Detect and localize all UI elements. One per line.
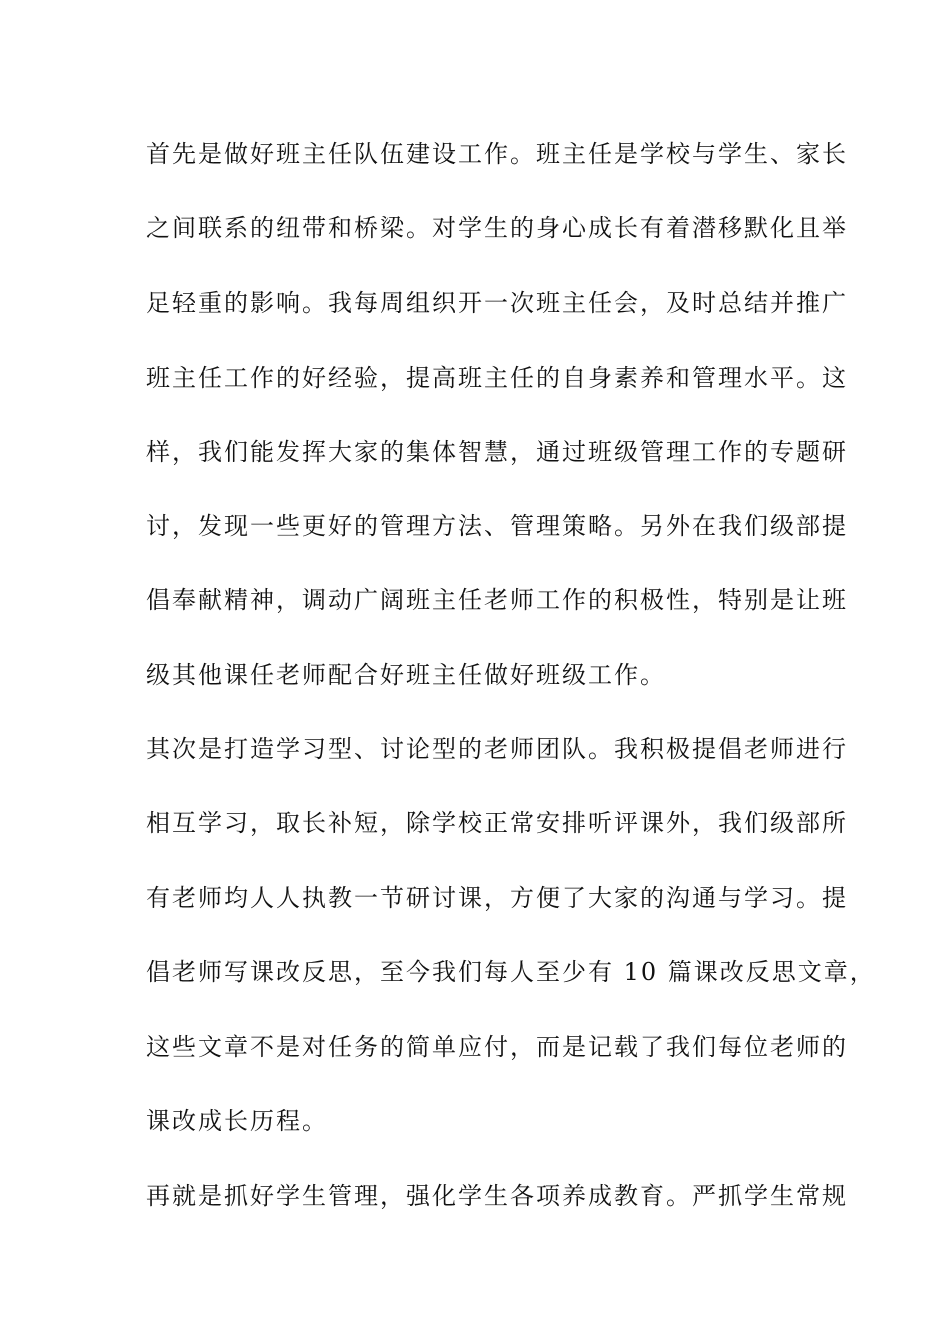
paragraph-1-line-7: 倡奉献精神，调动广阔班主任老师工作的积极性，特别是让班 [146,586,848,614]
paragraph-1-line-3: 足轻重的影响。我每周组织开一次班主任会，及时总结并推广 [146,289,848,317]
paragraph-3-line-1: 再就是抓好学生管理，强化学生各项养成教育。严抓学生常规 [146,1182,848,1210]
paragraph-1-line-2: 之间联系的纽带和桥梁。对学生的身心成长有着潜移默化且举 [146,214,848,242]
paragraph-1-line-6: 讨，发现一些更好的管理方法、管理策略。另外在我们级部提 [146,512,848,540]
paragraph-2-line-1: 其次是打造学习型、讨论型的老师团队。我积极提倡老师进行 [146,735,848,763]
paragraph-2-line-6: 课改成长历程。 [146,1107,328,1135]
paragraph-2-line-4: 倡老师写课改反思，至今我们每人至少有 10 篇课改反思文章， [146,958,876,986]
paragraph-2-line-5: 这些文章不是对任务的简单应付，而是记载了我们每位老师的 [146,1033,848,1061]
paragraph-2-line-2: 相互学习，取长补短，除学校正常安排听评课外，我们级部所 [146,809,848,837]
paragraph-2-line-3: 有老师均人人执教一节研讨课，方便了大家的沟通与学习。提 [146,884,848,912]
paragraph-1-line-4: 班主任工作的好经验，提高班主任的自身素养和管理水平。这 [146,364,848,392]
paragraph-1-line-5: 样，我们能发挥大家的集体智慧，通过班级管理工作的专题研 [146,438,848,466]
paragraph-1-line-1: 首先是做好班主任队伍建设工作。班主任是学校与学生、家长 [146,140,848,168]
paragraph-1-line-8: 级其他课任老师配合好班主任做好班级工作。 [146,661,666,689]
